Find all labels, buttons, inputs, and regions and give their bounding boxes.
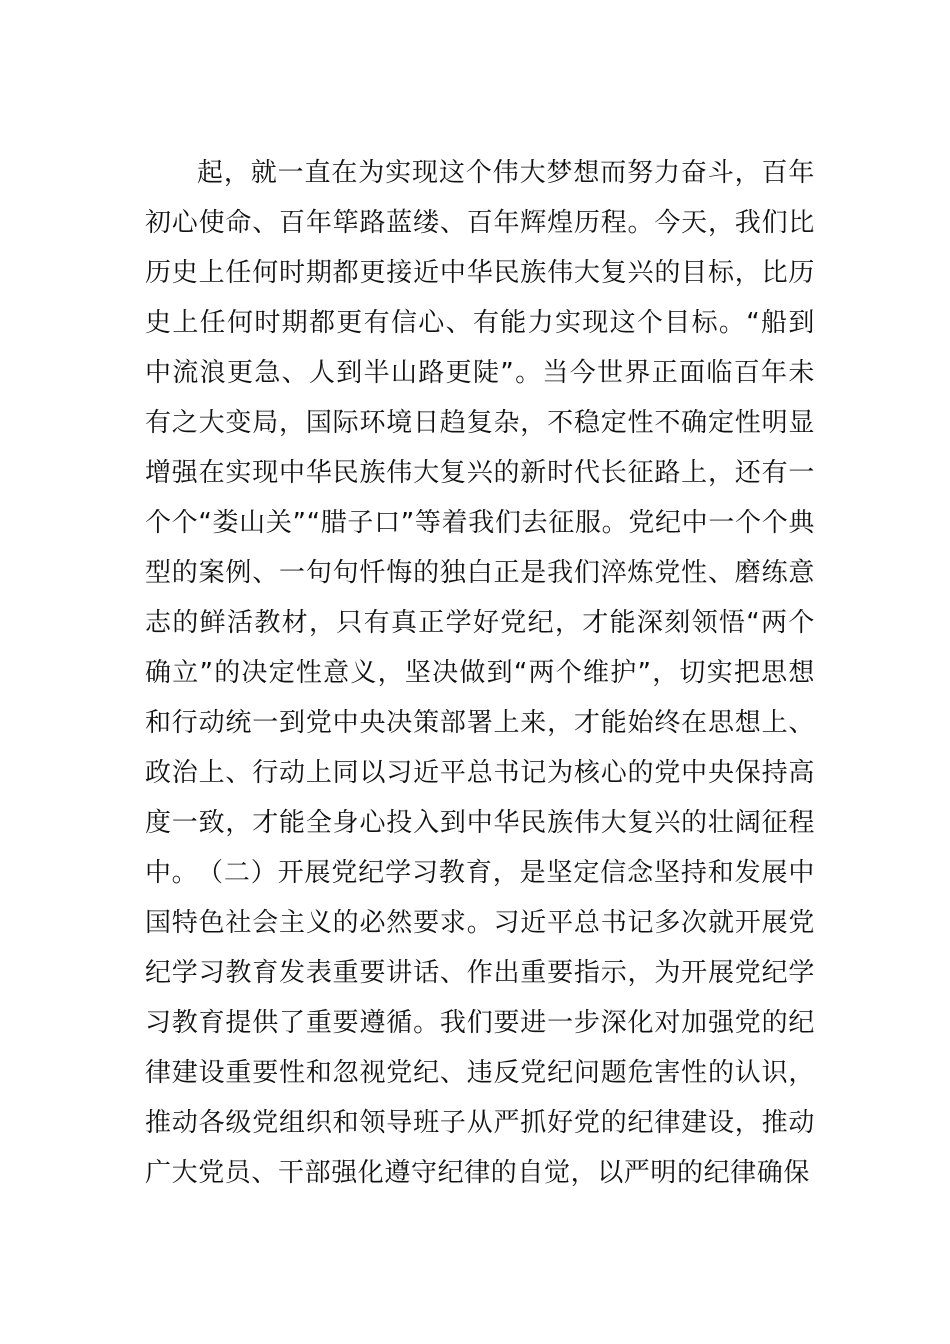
body-paragraph-2: （二）开展党纪学习教育，是坚定信念坚持和发展中国特色社会主义的必然要求。习近平总书记多次就开展党纪学习教育发表重要讲话、作出重要指示，为开展党纪学习教育提供了重要遵循。我们要进一步深化对加强党的纪律建设重要性和忽视党纪、违反党纪问题危害性的认识，推动各级党组织和领导班子从严抓好党的纪律建设，推动广大党员、干部强化遵守纪律的自觉，以严明的纪律确保 <box>145 858 815 1188</box>
body-paragraph-1: 起，就一直在为实现这个伟大梦想而努力奋斗，百年初心使命、百年筚路蓝缕、百年辉煌历程。今天，我们比历史上任何时期都更接近中华民族伟大复兴的目标，比历史上任何时期都更有信心、有能力实现这个目标。“船到中流浪更急、人到半山路更陡”。当今世界正面临百年未有之大变局，国际环境日趋复杂，不稳定性不确定性明显增强在实现中华民族伟大复兴的新时代长征路上，还有一个个“娄山关”“腊子口”等着我们去征服。党纪中一个个典型的案例、一句句忏悔的独白正是我们淬炼党性、磨练意志的鲜活教材，只有真正学好党纪，才能深刻领悟“两个确立”的决定性意义，坚决做到“两个维护”，切实把思想和行动统一到党中央决策部署上来，才能始终在思想上、政治上、行动上同以习近平总书记为核心的党中央保持高度一致，才能全身心投入到中华民族伟大复兴的壮阔征程中。 <box>145 158 815 888</box>
